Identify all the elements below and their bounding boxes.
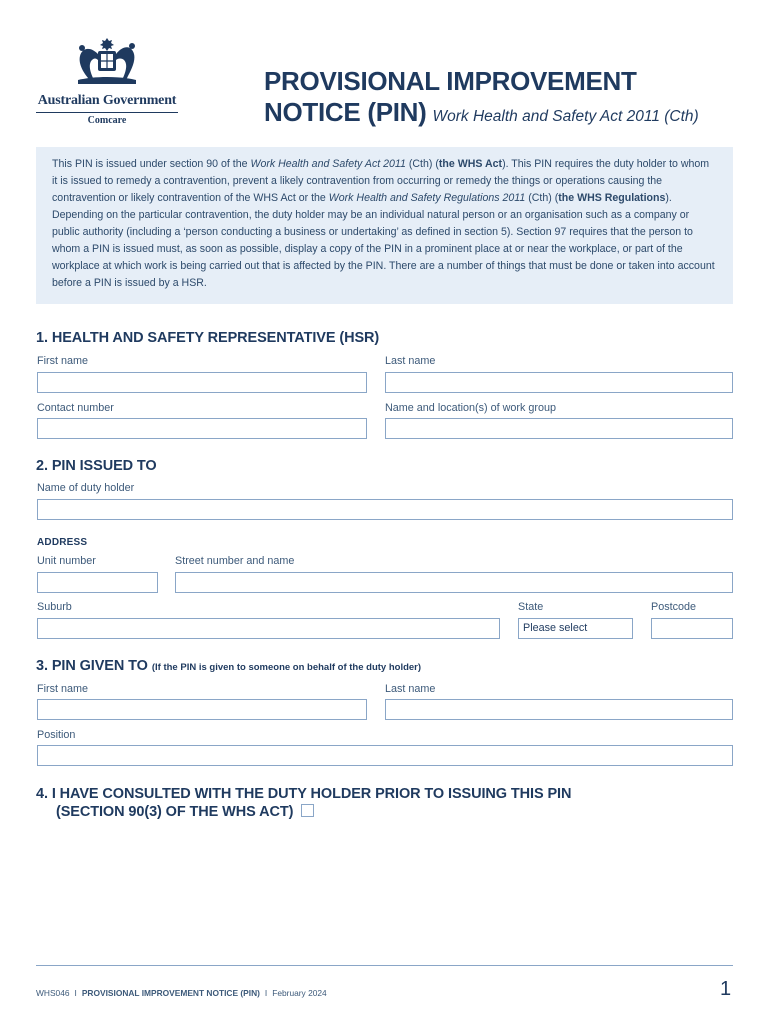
government-logo: [36, 34, 178, 126]
section-4-line-1: 4. I HAVE CONSULTED WITH THE DUTY HOLDER PRIOR TO ISSUING THIS PIN: [36, 786, 572, 802]
position-field[interactable]: [37, 745, 733, 766]
hsr-contact-field[interactable]: [37, 418, 367, 439]
given-last-name-field[interactable]: [385, 699, 733, 720]
page-title: [264, 66, 699, 132]
given-first-name-label: First name: [37, 683, 88, 695]
street-field[interactable]: [175, 572, 733, 593]
section-1-heading: 1. HEALTH AND SAFETY REPRESENTATIVE (HSR): [36, 330, 380, 346]
footer-separator: I: [264, 988, 268, 998]
state-select[interactable]: Please select: [518, 618, 633, 639]
street-label: Street number and name: [175, 555, 295, 567]
government-name: Australian Government: [37, 93, 177, 108]
intro-text: (Cth) (: [525, 192, 559, 204]
coat-of-arms-icon: [68, 34, 146, 86]
given-last-name-label: Last name: [385, 683, 436, 695]
suburb-field[interactable]: [37, 618, 500, 639]
work-group-label: Name and location(s) of work group: [385, 402, 557, 414]
address-heading: ADDRESS: [37, 537, 88, 548]
position-label: Position: [37, 729, 76, 741]
intro-text: This PIN is issued under section 90 of the: [52, 158, 251, 170]
footer-divider: [36, 965, 733, 966]
hsr-last-name-label: Last name: [385, 355, 436, 367]
section-4-heading: [36, 785, 571, 821]
footer: [36, 988, 327, 998]
unit-number-label: Unit number: [37, 555, 96, 567]
postcode-field[interactable]: [651, 618, 733, 639]
hsr-last-name-field[interactable]: [385, 372, 733, 393]
section-3-note: (If the PIN is given to someone on behalf of the duty holder): [151, 662, 422, 673]
duty-holder-label: Name of duty holder: [37, 482, 135, 494]
hsr-first-name-field[interactable]: [37, 372, 367, 393]
page-number: 1: [720, 978, 732, 1000]
section-3-title: 3. PIN GIVEN TO: [36, 658, 148, 674]
section-4-line-2: (SECTION 90(3) OF THE WHS ACT): [56, 804, 294, 820]
duty-holder-field[interactable]: [37, 499, 733, 520]
intro-regs-short: the WHS Regulations: [558, 192, 666, 204]
suburb-label: Suburb: [37, 601, 72, 613]
title-main: NOTICE (PIN): [264, 97, 427, 127]
unit-number-field[interactable]: [37, 572, 158, 593]
logo-divider: [36, 112, 178, 113]
footer-doc-title: PROVISIONAL IMPROVEMENT NOTICE (PIN): [81, 988, 260, 998]
hsr-first-name-label: First name: [37, 355, 88, 367]
state-label: State: [518, 601, 544, 613]
work-group-field[interactable]: [385, 418, 733, 439]
intro-regs-name: Work Health and Safety Regulations 2011: [328, 192, 526, 204]
intro-box: [36, 147, 733, 304]
given-first-name-field[interactable]: [37, 699, 367, 720]
intro-text: ). Depending on the particular contravention, the duty holder may be an individual natural person or an organisation such as a company or public authority (including a ‘person conducting a business or undertaking’ as defined in section 5). Section 97 requires that the person to whom a PIN is issued must, as soon as possible, display a copy of the PIN in a prominent place at or near the workplace, or part of the workplace at which work is being carried out that is affected by the PIN. There are a number of things that must be done or taken into account before a PIN is issued by a HSR.: [52, 192, 715, 289]
postcode-label: Postcode: [651, 601, 697, 613]
consulted-checkbox[interactable]: [301, 804, 314, 817]
footer-date: February 2024: [272, 988, 327, 998]
form-code: WHS046: [36, 988, 70, 998]
intro-text: ). This PIN requires the duty holder to whom it is issued to remedy a contravention, prevent a likely contravention from occurring or remedy the things or operations causing the contravention or likely contravention of the WHS Act or the: [52, 158, 710, 204]
section-4-line-2-wrap: [56, 803, 571, 821]
title-line-2: [264, 97, 699, 132]
intro-act-short: the WHS Act: [438, 158, 503, 170]
title-subtitle: Work Health and Safety Act 2011 (Cth): [432, 108, 699, 125]
section-3-heading: [36, 658, 421, 674]
intro-text: (Cth) (: [405, 158, 439, 170]
footer-separator: I: [74, 988, 77, 998]
hsr-contact-label: Contact number: [37, 402, 114, 414]
intro-act-name: Work Health and Safety Act 2011: [250, 158, 406, 170]
section-2-heading: 2. PIN ISSUED TO: [36, 458, 157, 474]
title-line-1: PROVISIONAL IMPROVEMENT: [264, 66, 637, 96]
agency-name: Comcare: [87, 115, 127, 126]
